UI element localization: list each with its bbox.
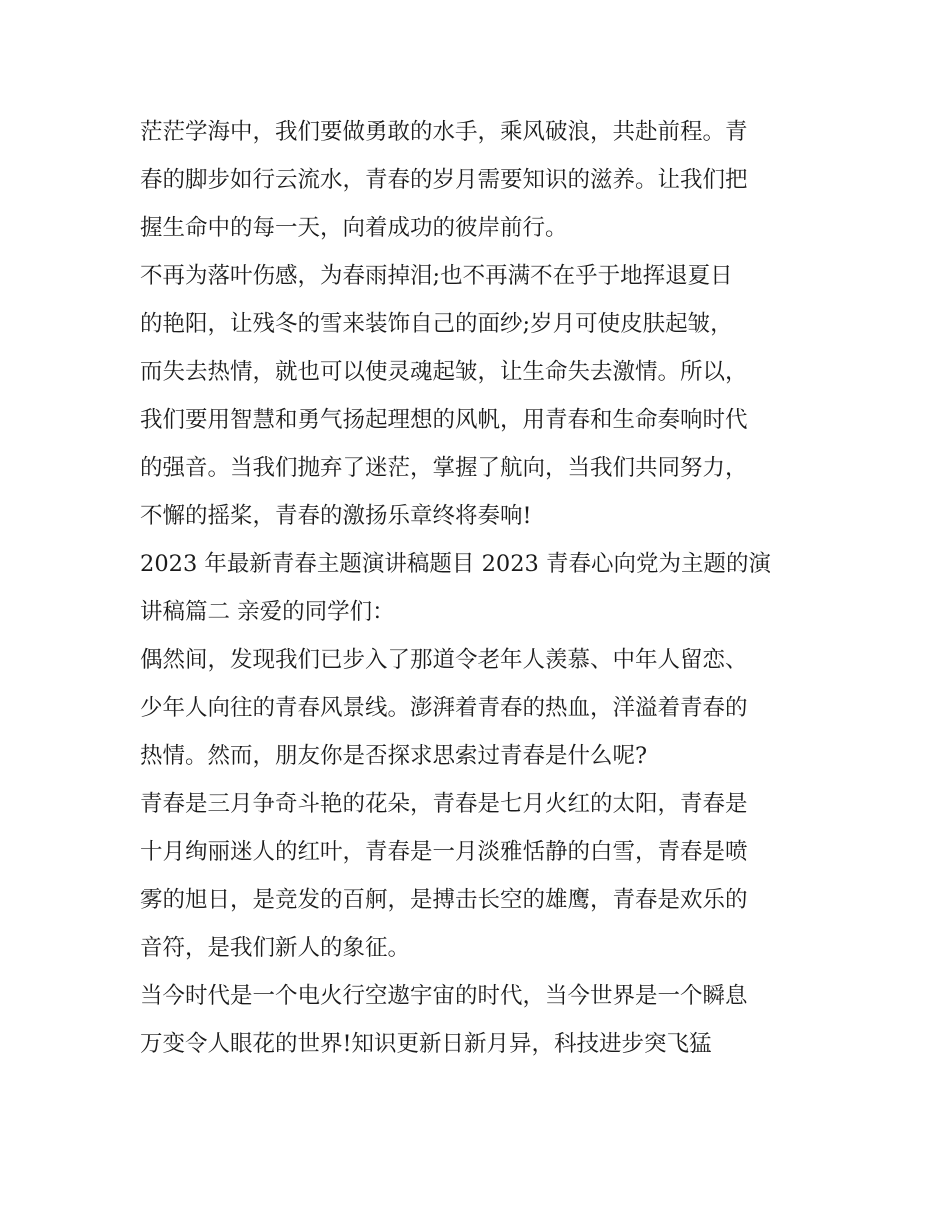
text-line: 不懈的摇桨，青春的激扬乐章终将奏响!: [140, 503, 532, 529]
text-line: 雾的旭日，是竞发的百舸，是搏击长空的雄鹰，青春是欢乐的: [140, 887, 748, 913]
text-line: 热情。然而，朋友你是否探求思索过青春是什么呢?: [140, 743, 648, 769]
paragraph: [140, 252, 820, 540]
text-line: 十月绚丽迷人的红叶，青春是一月淡雅恬静的白雪，青春是喷: [140, 839, 748, 865]
text-line: 不再为落叶伤感，为春雨掉泪;也不再满不在乎于地挥退夏日: [140, 263, 733, 289]
paragraph: [140, 636, 820, 780]
text-line: 的艳阳，让残冬的雪来装饰自己的面纱;岁月可使皮肤起皱，: [140, 311, 733, 337]
text-line: 2023 年最新青春主题演讲稿题目 2023 青春心向党为主题的演: [140, 551, 771, 577]
section-heading-paragraph: [140, 540, 820, 636]
text-line: 音符，是我们新人的象征。: [140, 935, 411, 961]
text-line: 而失去热情，就也可以使灵魂起皱，让生命失去激情。所以，: [140, 359, 748, 385]
text-line: 当今时代是一个电火行空遨宇宙的时代，当今世界是一个瞬息: [140, 983, 748, 1009]
text-line: 握生命中的每一天，向着成功的彼岸前行。: [140, 215, 568, 241]
text-line: 春的脚步如行云流水，青春的岁月需要知识的滋养。让我们把: [140, 167, 748, 193]
text-line: 的强音。当我们抛弃了迷茫，掌握了航向，当我们共同努力，: [140, 455, 748, 481]
text-line: 茫茫学海中，我们要做勇敢的水手，乘风破浪，共赴前程。青: [140, 119, 748, 145]
document-body: [140, 108, 820, 1068]
paragraph: [140, 780, 820, 972]
text-line: 讲稿篇二 亲爱的同学们：: [140, 599, 395, 625]
paragraph: [140, 108, 820, 252]
text-line: 我们要用智慧和勇气扬起理想的风帆，用青春和生命奏响时代: [140, 407, 748, 433]
paragraph: [140, 972, 820, 1068]
text-line: 万变令人眼花的世界!知识更新日新月异，科技进步突飞猛: [140, 1031, 712, 1057]
text-line: 青春是三月争奇斗艳的花朵，青春是七月火红的太阳，青春是: [140, 791, 748, 817]
text-line: 少年人向往的青春风景线。澎湃着青春的热血，洋溢着青春的: [140, 695, 748, 721]
text-line: 偶然间，发现我们已步入了那道令老年人羡慕、中年人留恋、: [140, 647, 748, 673]
